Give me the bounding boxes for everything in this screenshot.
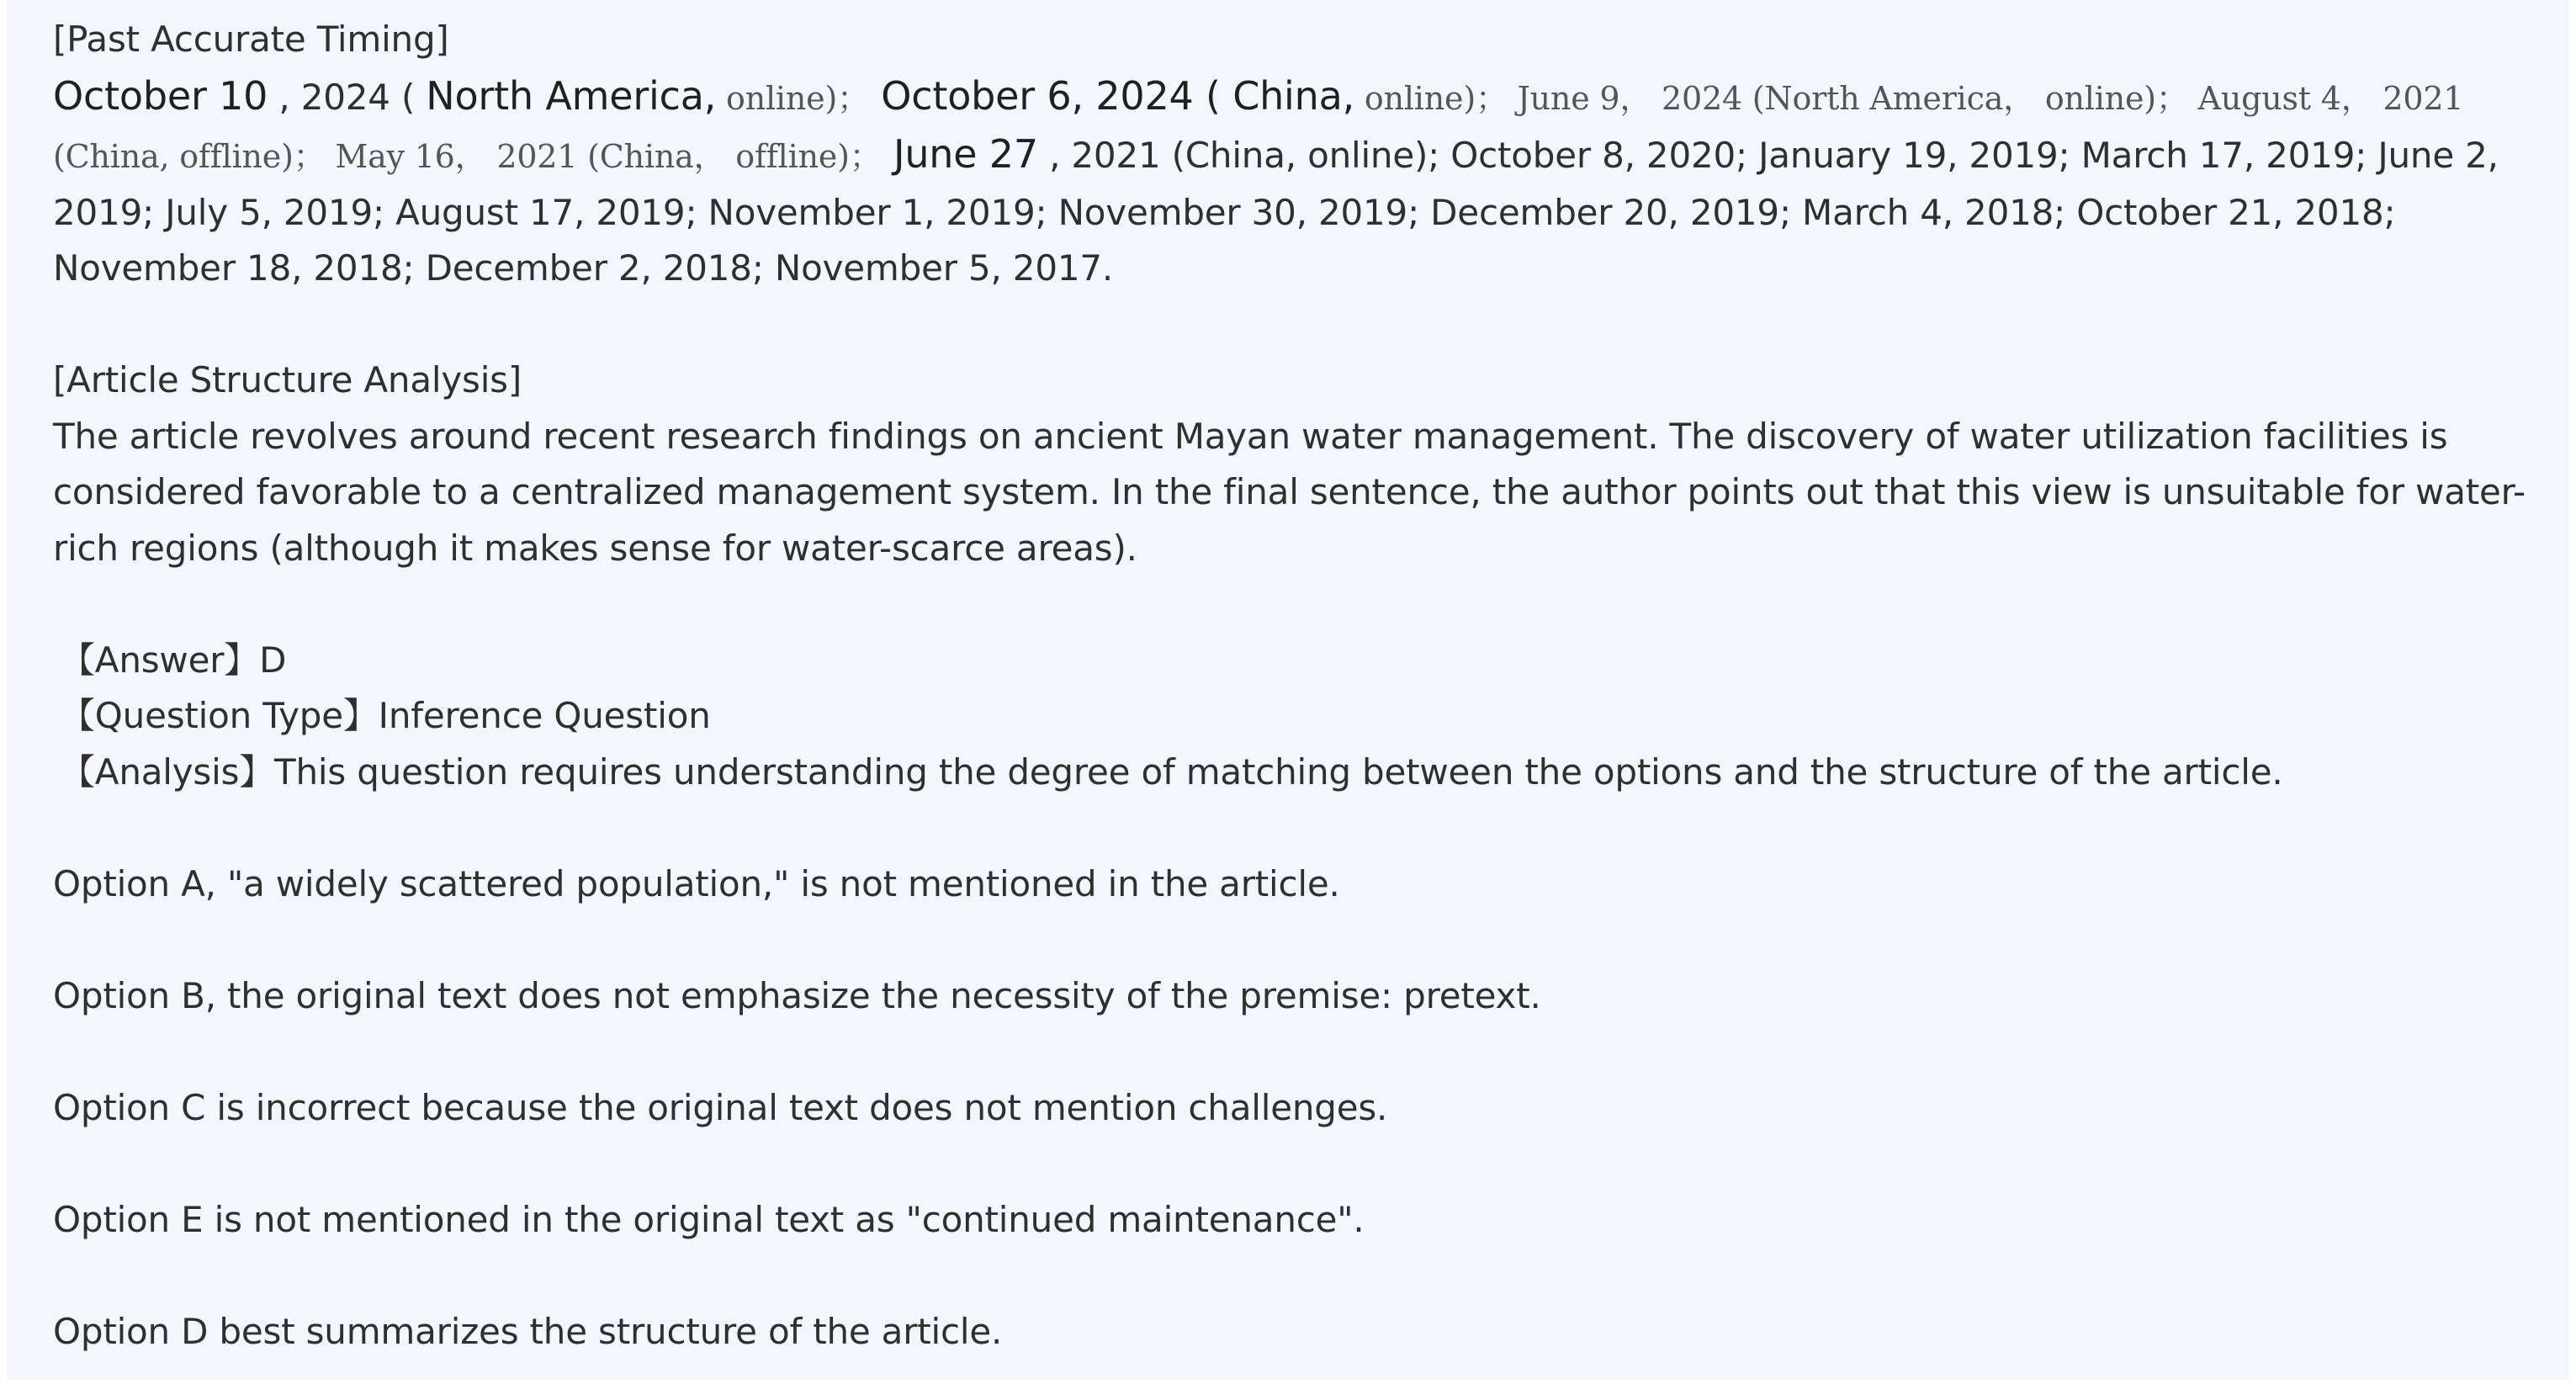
timing-date-june27: June 27: [881, 131, 1038, 177]
analysis-line: 【Analysis】This question requires understanding the degree of matching between the options and the structure of the article.: [60, 750, 2283, 793]
timing-serif-dates: online)； June 9， 2024 (North America， online)； August 4， 2021 (China, offline)； May 16， 2021 (China， offline)；: [53, 79, 2464, 175]
answer-line: 【Answer】D: [60, 639, 287, 681]
spacer: [53, 1248, 2560, 1304]
spacer: [53, 800, 2560, 856]
timing-date-2-region: China,: [1232, 72, 1355, 119]
question-type-line: 【Question Type】Inference Question: [60, 695, 711, 736]
structure-heading: [Article Structure Analysis]: [53, 359, 522, 400]
timing-remaining-dates: , 2021 (China, online); October 8, 2020; January 19, 2019; March 17, 2019; June 2, 2019; July 5, 2019; August 17, 2019; November 1, 2019; November 30, 2019; December 20, 2019; March 4, 2018; October 21, 2018; November 18, 2018; December 2, 2018; November 5, 2017.: [53, 135, 2499, 289]
spacer: [53, 1024, 2560, 1080]
timing-heading: [Past Accurate Timing]: [53, 19, 449, 60]
answer-panel: [7, 0, 2569, 1380]
timing-date-2: October 6, 2024 (: [868, 72, 1233, 119]
spacer: [53, 297, 2560, 353]
timing-date-1-mode: online)；: [716, 79, 869, 117]
structure-text: The article revolves around recent research findings on ancient Mayan water management. The discovery of water utilization facilities is considered favorable to a centralized management system. In the final sentence, the author points out that this view is unsuitable for water-rich regions (although it makes sense for water-scarce areas).: [53, 415, 2526, 569]
timing-date-1-region: North America,: [426, 72, 717, 119]
option-b-text: Option B, the original text does not emphasize the necessity of the premise: pretext.: [53, 974, 1541, 1016]
spacer: [53, 1136, 2560, 1192]
spacer: [53, 576, 2560, 633]
spacer: [53, 912, 2560, 968]
option-e-text: Option E is not mentioned in the original text as "continued maintenance".: [53, 1198, 1365, 1240]
timing-date-1-year: , 2024 (: [268, 76, 427, 118]
option-d-text: Option D best summarizes the structure of the article.: [53, 1310, 1003, 1352]
timing-date-1: October 10: [53, 72, 268, 119]
timing-dates: [53, 68, 2560, 297]
answer-content: [53, 12, 2560, 1360]
option-a-text: Option A, "a widely scattered population," is not mentioned in the article.: [53, 862, 1340, 904]
option-c-text: Option C is incorrect because the original text does not mention challenges.: [53, 1086, 1388, 1128]
